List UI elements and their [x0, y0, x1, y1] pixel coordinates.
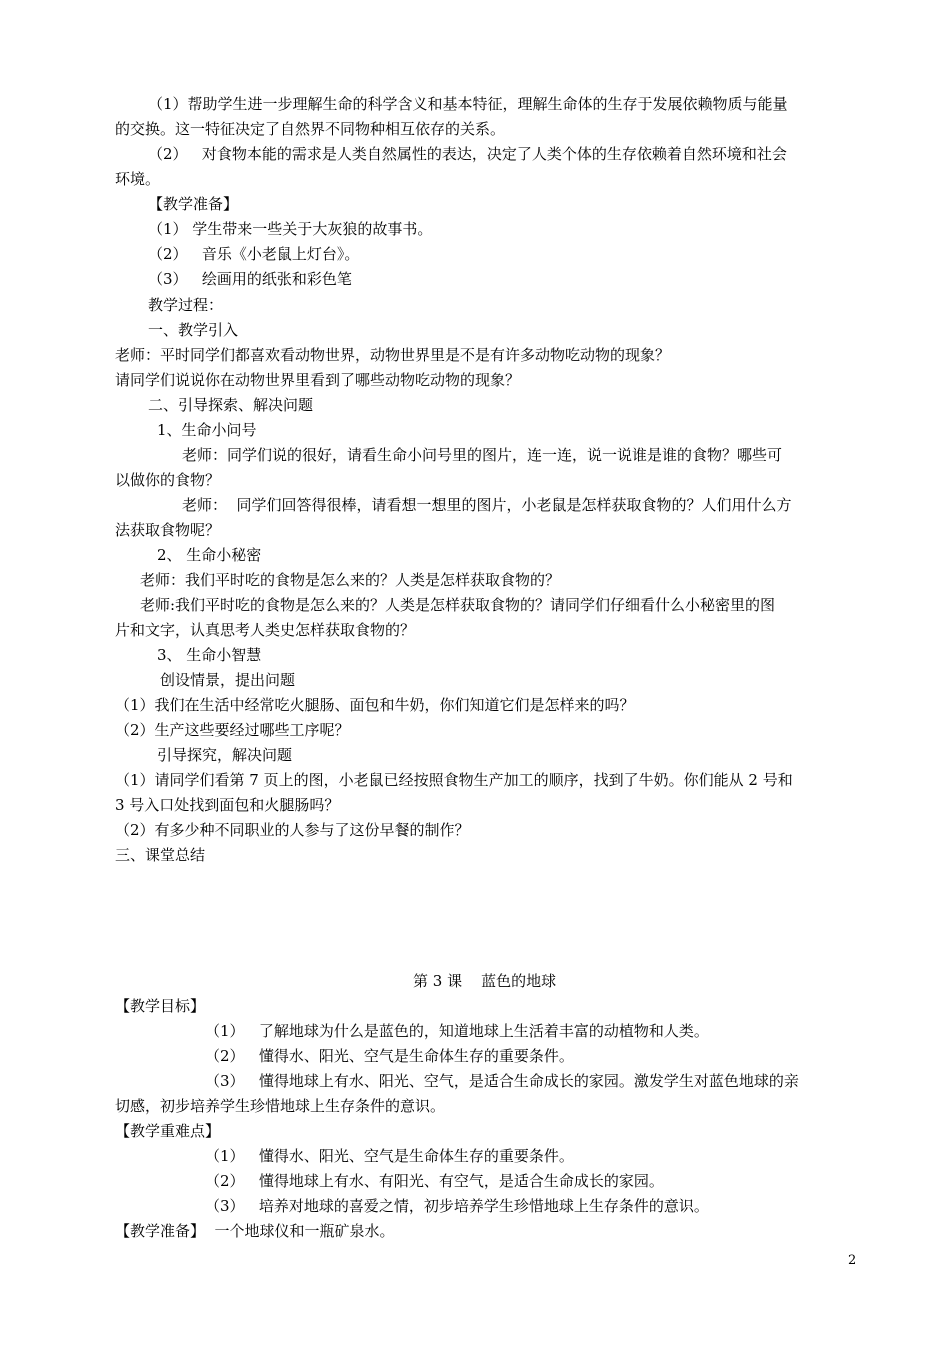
page-number: 2: [848, 1253, 857, 1268]
text-line: 创设情景，提出问题: [160, 671, 296, 689]
section-heading: 【教学重难点】: [115, 1122, 221, 1140]
text-line: 老师： 同学们回答得很棒，请看想一想里的图片，小老鼠是怎样获取食物的？人们用什么方: [182, 496, 792, 514]
subsection-heading: 3、 生命小智慧: [157, 646, 262, 664]
section-heading: 【教学准备】 一个地球仪和一瓶矿泉水。: [115, 1222, 395, 1240]
section-heading: 一、教学引入: [148, 321, 239, 339]
text-line: 环境。: [115, 170, 161, 188]
text-line: 的交换。这一特征决定了自然界不同物种相互依存的关系。: [115, 120, 506, 138]
list-item: （1） 学生带来一些关于大灰狼的故事书。: [148, 220, 433, 238]
text-line: （2）有多少种不同职业的人参与了这份早餐的制作？: [115, 821, 470, 839]
text-line: 切感，初步培养学生珍惜地球上生存条件的意识。: [115, 1097, 446, 1115]
text-line: 引导探究，解决问题: [157, 746, 293, 764]
text-line: 法获取食物呢？: [115, 521, 221, 539]
text-line: （1）请同学们看第 7 页上的图，小老鼠已经按照食物生产加工的顺序，找到了牛奶。你们能从 2 号和: [115, 771, 793, 789]
text-line: （1）我们在生活中经常吃火腿肠、面包和牛奶，你们知道它们是怎样来的吗？: [115, 696, 635, 714]
text-line: 老师：同学们说的很好，请看生命小问号里的图片，连一连，说一说谁是谁的食物？哪些可: [182, 446, 783, 464]
text-line: （1）帮助学生进一步理解生命的科学含义和基本特征，理解生命体的生存于发展依赖物质与能量: [148, 95, 788, 113]
subsection-heading: 1、生命小问号: [157, 421, 257, 439]
section-heading: 三、课堂总结: [115, 846, 206, 864]
section-heading: 教学过程：: [148, 296, 224, 314]
section-heading: 【教学目标】: [115, 997, 206, 1015]
text-line: 3 号入口处找到面包和火腿肠吗？: [115, 796, 340, 814]
list-item: （2） 音乐《小老鼠上灯台》。: [148, 245, 360, 263]
text-line: 请同学们说说你在动物世界里看到了哪些动物吃动物的现象？: [115, 371, 521, 389]
text-line: 以做你的食物？: [115, 471, 221, 489]
list-item: （1） 懂得水、阳光、空气是生命体生存的重要条件。: [205, 1147, 574, 1165]
list-item: （3） 培养对地球的喜爱之情，初步培养学生珍惜地球上生存条件的意识。: [205, 1197, 709, 1215]
section-heading: 二、引导探索、解决问题: [148, 396, 314, 414]
lesson-title: 第 3 课 蓝色的地球: [413, 972, 557, 990]
text-line: 老师:我们平时吃的食物是怎么来的？人类是怎样获取食物的？请同学们仔细看什么小秘密里的图: [140, 596, 776, 614]
text-line: （2） 对食物本能的需求是人类自然属性的表达，决定了人类个体的生存依赖着自然环境和社会: [148, 145, 787, 163]
subsection-heading: 2、 生命小秘密: [157, 546, 262, 564]
text-line: 老师：我们平时吃的食物是怎么来的？人类是怎样获取食物的？: [140, 571, 561, 589]
list-item: （3） 懂得地球上有水、阳光、空气，是适合生命成长的家园。激发学生对蓝色地球的亲: [205, 1072, 799, 1090]
list-item: （2） 懂得地球上有水、有阳光、有空气，是适合生命成长的家园。: [205, 1172, 664, 1190]
list-item: （1） 了解地球为什么是蓝色的，知道地球上生活着丰富的动植物和人类。: [205, 1022, 709, 1040]
list-item: （2） 懂得水、阳光、空气是生命体生存的重要条件。: [205, 1047, 574, 1065]
list-item: （3） 绘画用的纸张和彩色笔: [148, 270, 352, 288]
text-line: 老师：平时同学们都喜欢看动物世界，动物世界里是不是有许多动物吃动物的现象？: [115, 346, 671, 364]
section-heading: 【教学准备】: [148, 195, 239, 213]
text-line: 片和文字，认真思考人类史怎样获取食物的？: [115, 621, 416, 639]
text-line: （2）生产这些要经过哪些工序呢？: [115, 721, 350, 739]
